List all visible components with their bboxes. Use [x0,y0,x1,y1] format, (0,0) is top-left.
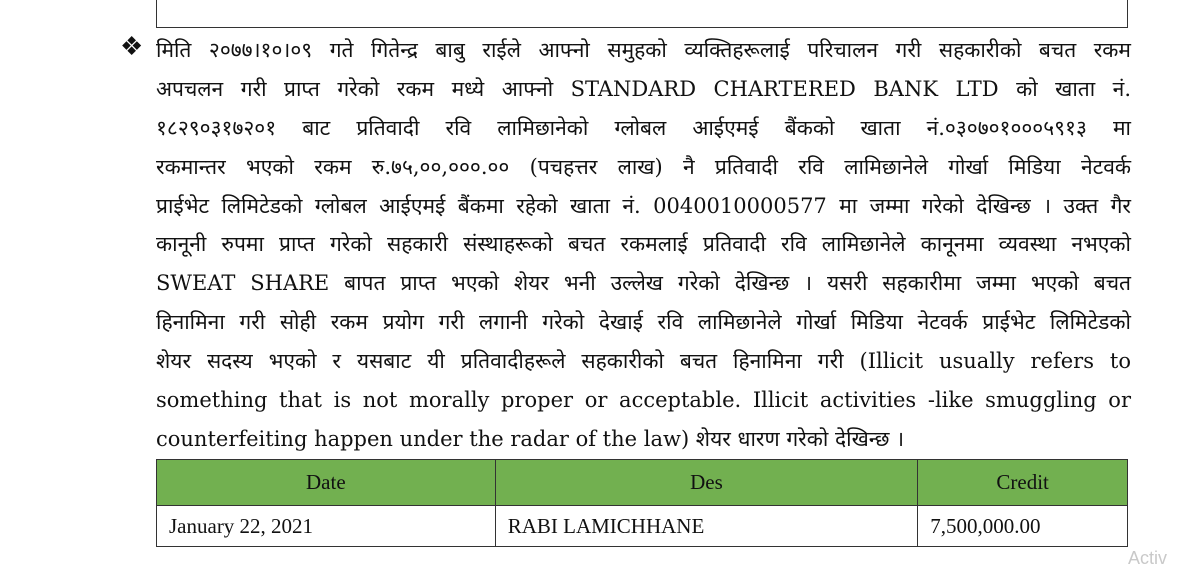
previous-table-border [156,0,1128,28]
date-cell: January 22, 2021 [157,506,496,547]
table-header-row [157,460,1128,506]
description-column-header: Des [495,460,918,506]
paragraph-line: हिनामिना गरी सोही रकम प्रयोग गरी लगानी गरेको देखाई रवि लामिछानेले गोर्खा मिडिया नेटवर्क प्राईभेट लिमिटेडको [156,310,1131,335]
description-cell: RABI LAMICHHANE [495,506,918,547]
paragraph-line: प्राईभेट लिमिटेडको ग्लोबल आईएमई बैंकमा रहेको खाता नं. 0040010000577 मा जम्मा गरेको देखिन्छ । उक्त गैर [156,193,1131,218]
diamond-bullet-icon: ❖ [120,32,144,62]
paragraph-line: रकमान्तर भएको रकम रु.७५,००,०००.०० (पचहत्तर लाख) नै प्रतिवादी रवि लामिछानेले गोर्खा मिडिया नेटवर्क [156,154,1131,179]
paragraph-line: something that is not morally proper or acceptable. Illicit activities -like smuggling or [156,388,1131,413]
paragraph-line: counterfeiting happen under the radar of the law) शेयर धारण गरेको देखिन्छ । [156,426,905,451]
body-paragraph [156,31,1131,459]
transaction-table [156,459,1128,547]
paragraph-line: कानूनी रुपमा प्राप्त गरेको सहकारी संस्थाहरूको बचत रकमलाई प्रतिवादी रवि लामिछानेले कानूनमा व्यवस्था नभएको [156,232,1131,257]
credit-cell: 7,500,000.00 [918,506,1128,547]
table-row [157,506,1128,547]
credit-column-header: Credit [918,460,1128,506]
paragraph-line: अपचलन गरी प्राप्त गरेको रकम मध्ये आफ्नो STANDARD CHARTERED BANK LTD को खाता नं. [156,76,1131,101]
activation-watermark: Activ [1128,548,1168,568]
paragraph-line: १८२९०३१७२०१ बाट प्रतिवादी रवि लामिछानेको ग्लोबल आईएमई बैंकको खाता नं.०३०७०१०००५९१३ मा [156,115,1131,140]
paragraph-line: SWEAT SHARE बापत प्राप्त भएको शेयर भनी उल्लेख गरेको देखिन्छ । यसरी सहकारीमा जम्मा भएको बचत [156,271,1131,296]
date-column-header: Date [157,460,496,506]
paragraph-line: मिति २०७७।१०।०९ गते गितेन्द्र बाबु राईले आफ्नो समुहको व्यक्तिहरूलाई परिचालन गरी सहकारीको बचत रकम [156,38,1131,62]
paragraph-line: शेयर सदस्य भएको र यसबाट यी प्रतिवादीहरूले सहकारीको बचत हिनामिना गरी (Illicit usually refers to [156,349,1131,374]
